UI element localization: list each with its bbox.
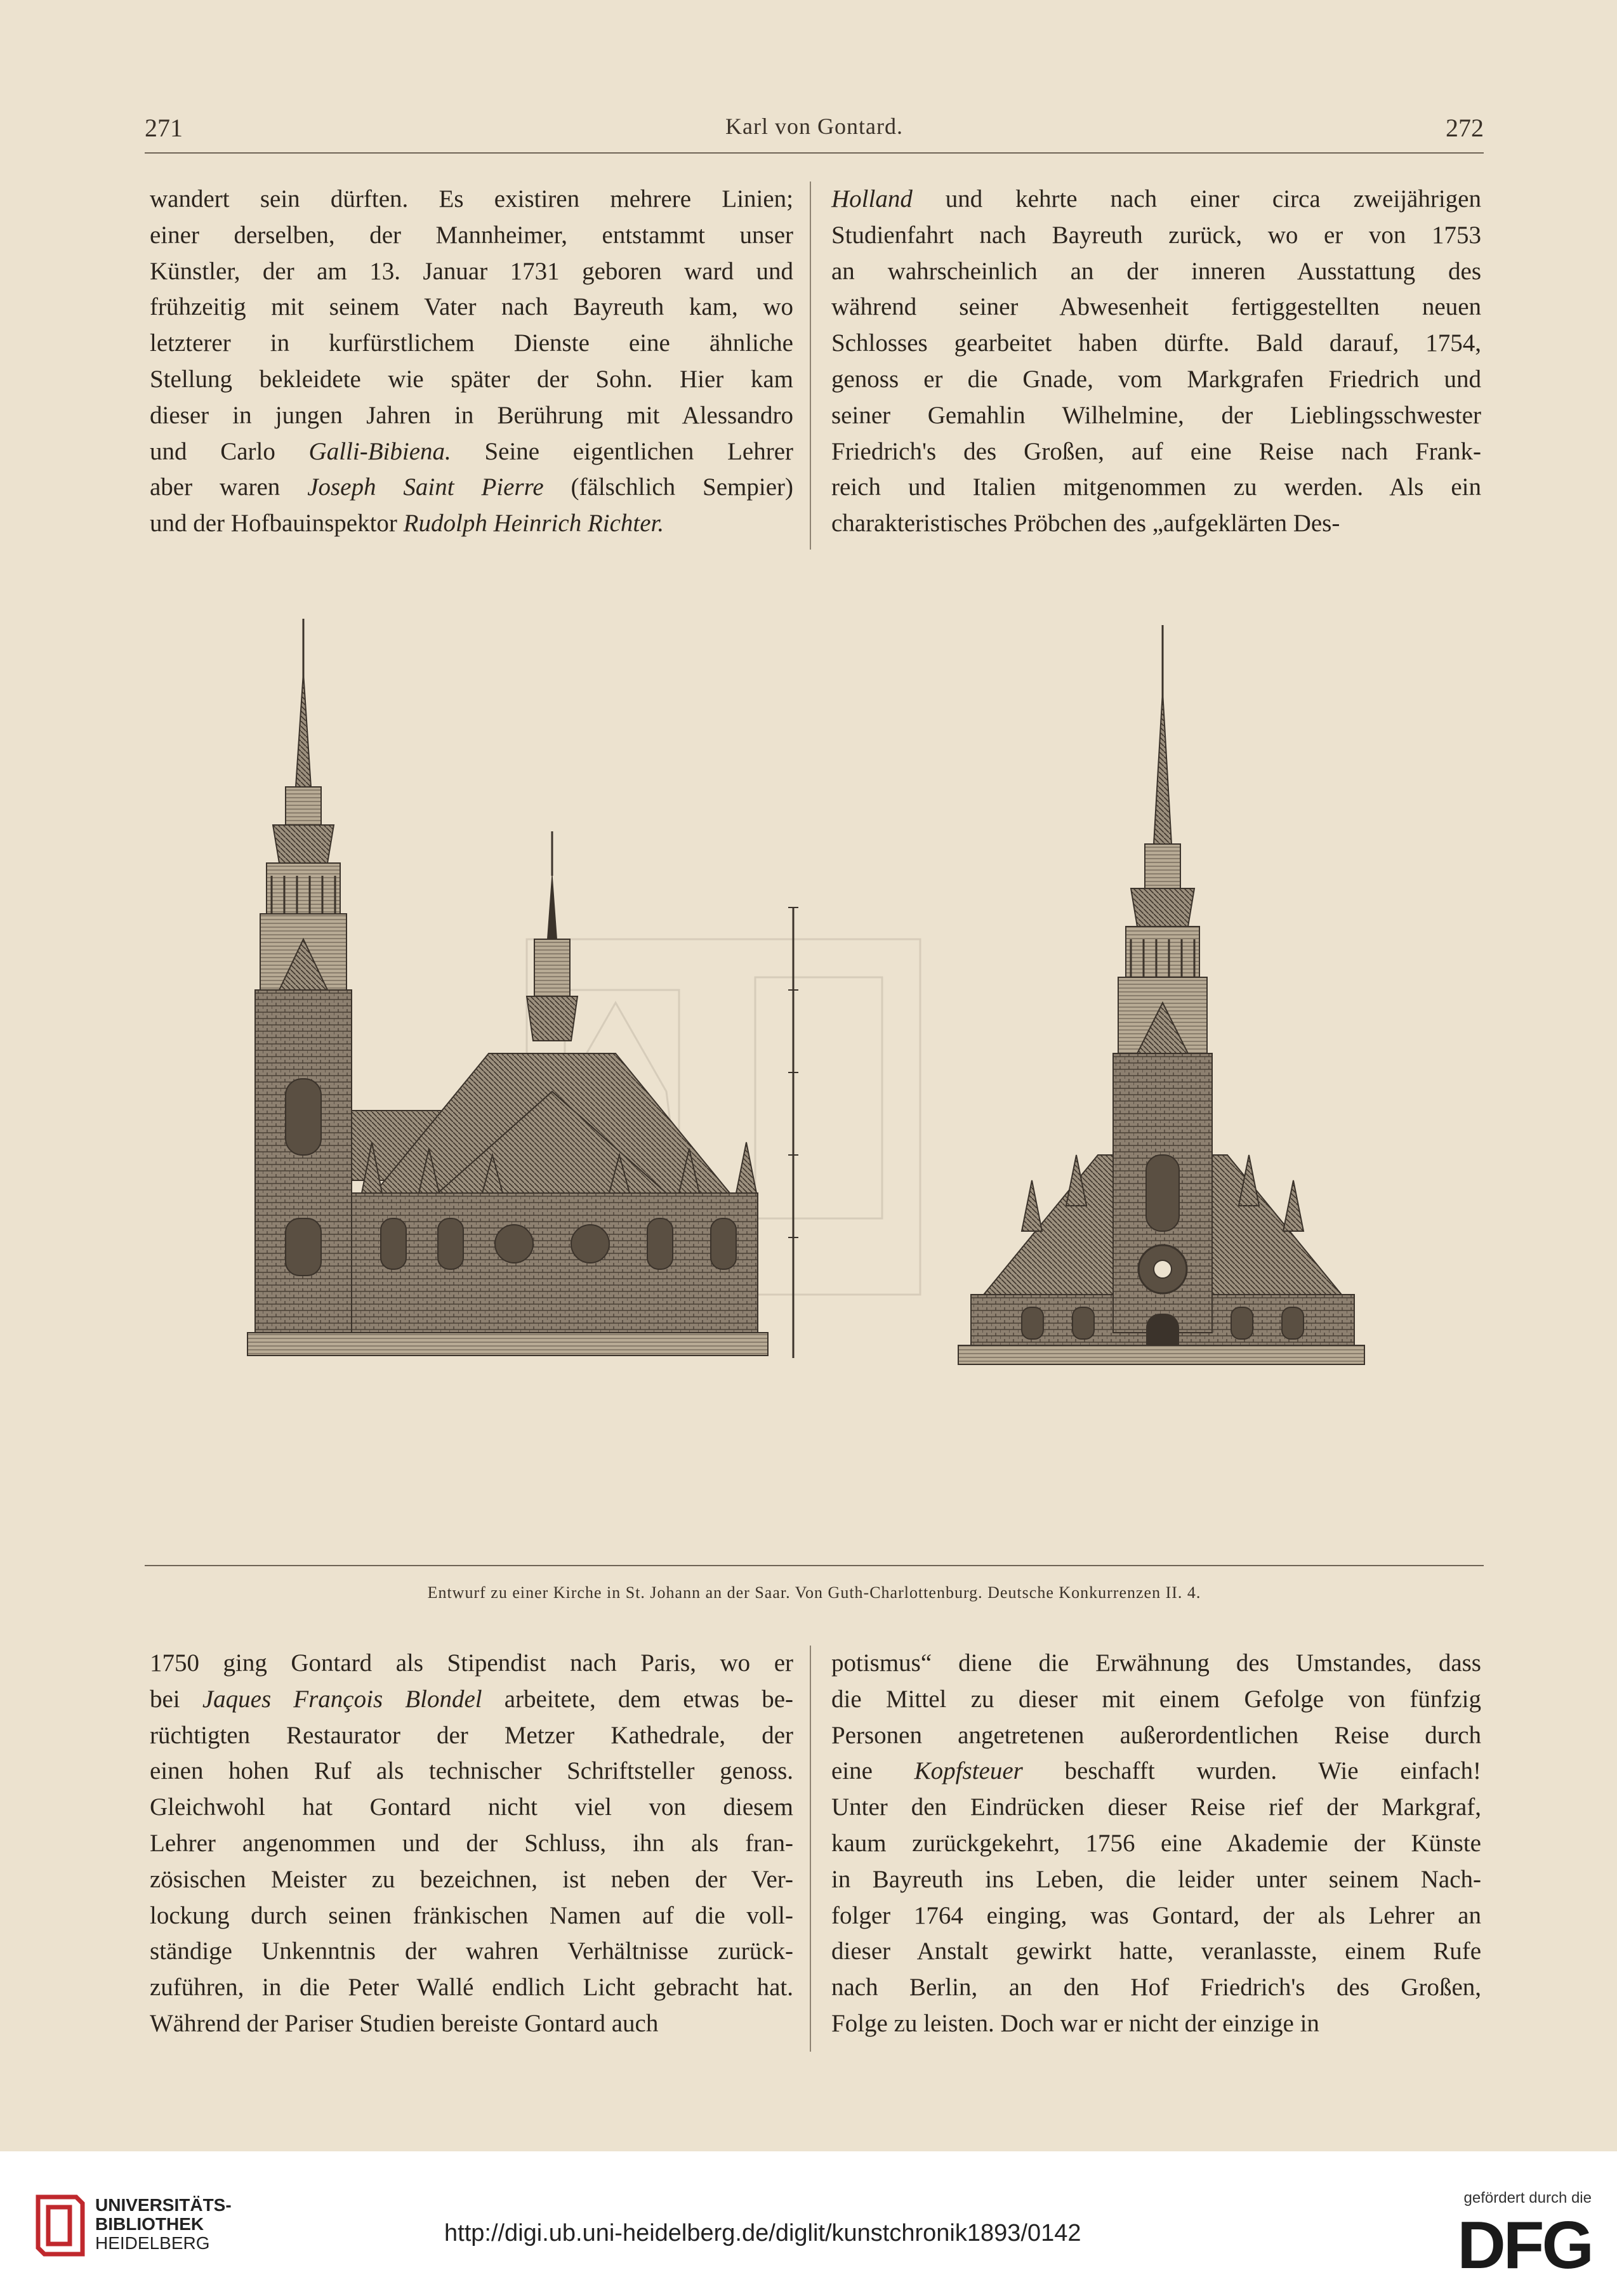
text-line: bei Jaques François Blondel arbeitete, dem etwas be- bbox=[150, 1685, 793, 1713]
text-line: Holland und kehrte nach einer circa zweijährigen bbox=[831, 185, 1481, 213]
text-line: und der Hofbauinspektor Rudolph Heinrich Richter. bbox=[150, 510, 664, 538]
text-column-top-right bbox=[831, 181, 1481, 542]
running-header bbox=[145, 113, 1484, 157]
text-line: Personen angetretenen außerordentlichen Reise durch bbox=[831, 1721, 1481, 1749]
funding-note: gefördert durch die bbox=[1463, 2189, 1592, 2207]
front-elevation bbox=[958, 625, 1364, 1364]
library-name-line-3: HEIDELBERG bbox=[95, 2233, 210, 2253]
column-separator-bottom bbox=[810, 1646, 811, 2052]
text-line: in Bayreuth ins Leben, die leider unter seinem Nach- bbox=[831, 1865, 1481, 1893]
page-number-left: 271 bbox=[145, 114, 183, 142]
text-line: folger 1764 einging, was Gontard, der als Lehrer an bbox=[831, 1901, 1481, 1929]
text-line: dieser Anstalt gewirkt hatte, veranlasste, einem Rufe bbox=[831, 1937, 1481, 1965]
text-line: an wahrscheinlich an der inneren Ausstattung des bbox=[831, 257, 1481, 285]
digital-copy-link[interactable]: http://digi.ub.uni-heidelberg.de/diglit/kunstchronik1893/0142 bbox=[444, 2220, 1081, 2247]
text-line: Stellung bekleidete wie später der Sohn. Hier kam bbox=[150, 365, 793, 393]
text-line: nach Berlin, an den Hof Friedrich's des Großen, bbox=[831, 1974, 1481, 2002]
text-line: reich und Italien mitgenommen zu werden. Als ein bbox=[831, 473, 1481, 501]
text-line: Folge zu leisten. Doch war er nicht der einzige in bbox=[831, 2009, 1319, 2037]
text-column-bottom-right bbox=[831, 1646, 1481, 2042]
text-line: ständige Unkenntnis der wahren Verhältnisse zurück- bbox=[150, 1937, 793, 1965]
column-separator-top bbox=[810, 181, 811, 550]
text-line: dieser in jungen Jahren in Berührung mit Alessandro bbox=[150, 401, 793, 429]
text-line: Studienfahrt nach Bayreuth zurück, wo er von 1753 bbox=[831, 221, 1481, 249]
library-name-line-1: UNIVERSITÄTS- bbox=[95, 2195, 232, 2215]
running-title: Karl von Gontard. bbox=[725, 114, 903, 139]
page-number-right: 272 bbox=[1446, 114, 1484, 142]
text-line: einen hohen Ruf als technischer Schriftsteller genoss. bbox=[150, 1757, 793, 1785]
figure-rule bbox=[145, 1565, 1484, 1566]
text-column-bottom-left bbox=[150, 1646, 793, 2042]
text-line: aber waren Joseph Saint Pierre (fälschlich Sempier) bbox=[150, 473, 794, 501]
text-line: Künstler, der am 13. Januar 1731 geboren ward und bbox=[150, 257, 793, 285]
text-line: und Carlo Galli-Bibiena. Seine eigentlichen Lehrer bbox=[150, 437, 793, 465]
text-line: zösischen Meister zu bezeichnen, ist neben der Ver- bbox=[150, 1865, 793, 1893]
text-line: Gleichwohl hat Gontard nicht viel von diesem bbox=[150, 1793, 793, 1821]
text-line: lockung durch seinen fränkischen Namen auf die voll- bbox=[150, 1901, 793, 1929]
text-line: letzterer in kurfürstlichem Dienste eine ähnliche bbox=[150, 329, 793, 357]
text-line: Unter den Eindrücken dieser Reise rief der Markgraf, bbox=[831, 1793, 1481, 1821]
side-elevation bbox=[248, 619, 798, 1358]
text-line: Während der Pariser Studien bereiste Gontard auch bbox=[150, 2009, 659, 2037]
text-line: die Mittel zu dieser mit einem Gefolge von fünfzig bbox=[831, 1685, 1481, 1713]
text-line: genoss er die Gnade, vom Markgrafen Friedrich und bbox=[831, 365, 1481, 393]
library-name-line-2: BIBLIOTHEK bbox=[95, 2214, 204, 2234]
text-line: zuführen, in die Peter Wallé endlich Licht gebracht hat. bbox=[150, 1974, 793, 2002]
text-line: Schlosses gearbeitet haben dürfte. Bald darauf, 1754, bbox=[831, 329, 1481, 357]
digitization-footer bbox=[0, 2151, 1617, 2296]
header-rule bbox=[145, 152, 1484, 154]
text-line: kaum zurückgekehrt, 1756 eine Akademie der Künste bbox=[831, 1829, 1481, 1857]
text-line: seiner Gemahlin Wilhelmine, der Lieblingsschwester bbox=[831, 401, 1481, 429]
text-line: potismus“ diene die Erwähnung des Umstandes, dass bbox=[831, 1649, 1481, 1677]
dfg-logo: DFG bbox=[1457, 2208, 1592, 2283]
text-line: wandert sein dürften. Es existiren mehrere Linien; bbox=[150, 185, 793, 213]
text-line: eine Kopfsteuer beschafft wurden. Wie einfach! bbox=[831, 1757, 1481, 1785]
text-column-top-left bbox=[150, 181, 793, 542]
text-line: während seiner Abwesenheit fertiggestellten neuen bbox=[831, 293, 1481, 321]
text-line: charakteristisches Pröbchen des „aufgeklärten Des- bbox=[831, 510, 1340, 538]
text-line: frühzeitig mit seinem Vater nach Bayreuth kam, wo bbox=[150, 293, 793, 321]
church-elevations-engraving bbox=[209, 609, 1485, 1574]
heidelberg-library-logo-icon bbox=[32, 2191, 89, 2260]
library-name bbox=[95, 2196, 232, 2253]
text-line: 1750 ging Gontard als Stipendist nach Paris, wo er bbox=[150, 1649, 793, 1677]
figure-caption: Entwurf zu einer Kirche in St. Johann an der Saar. Von Guth-Charlottenburg. Deutsche Konkurrenzen II. 4. bbox=[427, 1583, 1201, 1602]
text-line: rüchtigten Restaurator der Metzer Kathedrale, der bbox=[150, 1721, 793, 1749]
text-line: Friedrich's des Großen, auf eine Reise nach Frank- bbox=[831, 437, 1481, 465]
text-line: Lehrer angenommen und der Schluss, ihn als fran- bbox=[150, 1829, 793, 1857]
text-line: einer derselben, der Mannheimer, entstammt unser bbox=[150, 221, 793, 249]
